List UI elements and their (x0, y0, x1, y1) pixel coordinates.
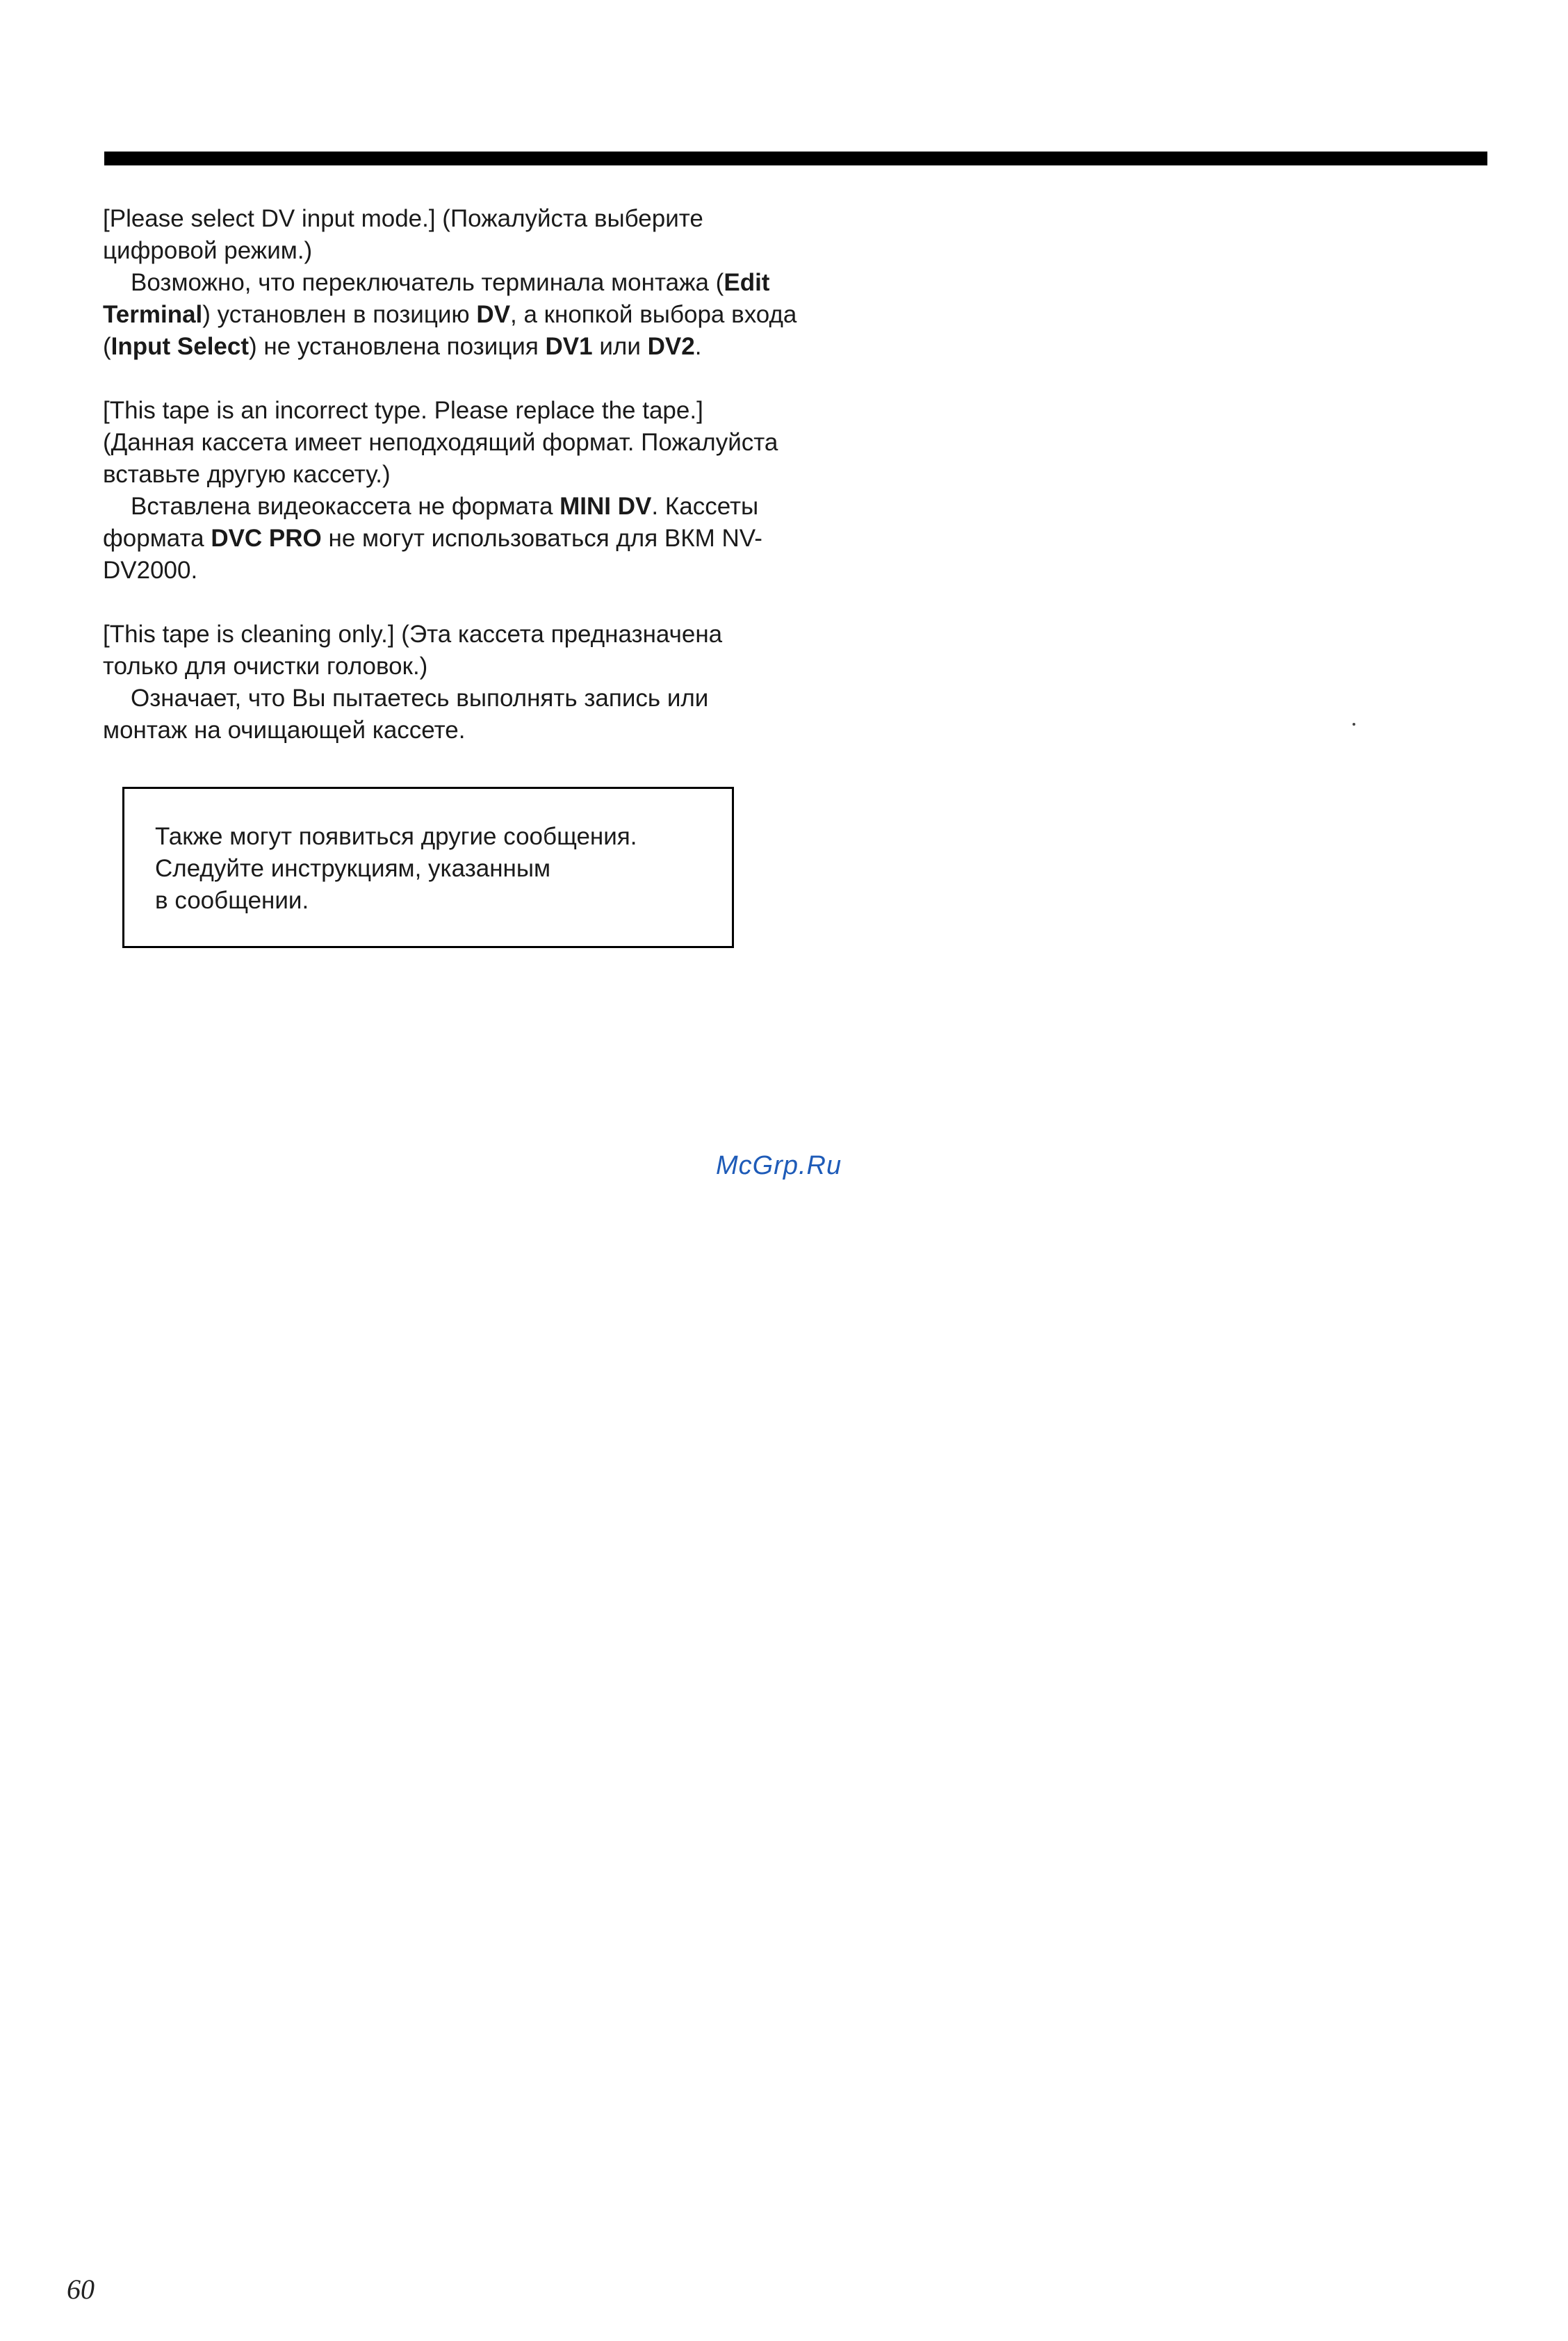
scan-speck (1353, 723, 1355, 726)
message-list (103, 203, 798, 778)
note-line: Следуйте инструкциям, указанным (155, 855, 551, 882)
message-section-incorrect-tape (103, 395, 798, 587)
message-explanation: Вставлена видеокассета не формата MINI DV. Кассеты формата DVC PRO не могут использоваться для ВКМ NV-DV2000. (103, 493, 762, 584)
note-box (122, 787, 734, 948)
message-heading: [This tape is cleaning only.] (Эта кассета предназначена только для очистки головок.) (103, 621, 723, 680)
message-explanation: Означает, что Вы пытаетесь выполнять запись или монтаж на очищающей кассете. (103, 685, 709, 744)
top-rule (104, 152, 1487, 165)
message-heading: [This tape is an incorrect type. Please replace the tape.] (Данная кассета имеет неподходящий формат. Пожалуйста вставьте другую кассету.) (103, 397, 778, 488)
message-heading: [Please select DV input mode.] (Пожалуйста выберите цифровой режим.) (103, 205, 703, 264)
message-section-dv-input (103, 203, 798, 363)
watermark: McGrp.Ru (716, 1151, 842, 1180)
page-number: 60 (67, 2274, 95, 2305)
note-line: в сообщении. (155, 887, 309, 914)
message-explanation: Возможно, что переключатель терминала монтажа (Edit Terminal) установлен в позицию DV, а кнопкой выбора входа (Input Select) не установлена позиция DV1 или DV2. (103, 269, 797, 360)
message-section-cleaning-tape (103, 619, 798, 747)
note-line: Также могут появиться другие сообщения. (155, 823, 637, 850)
